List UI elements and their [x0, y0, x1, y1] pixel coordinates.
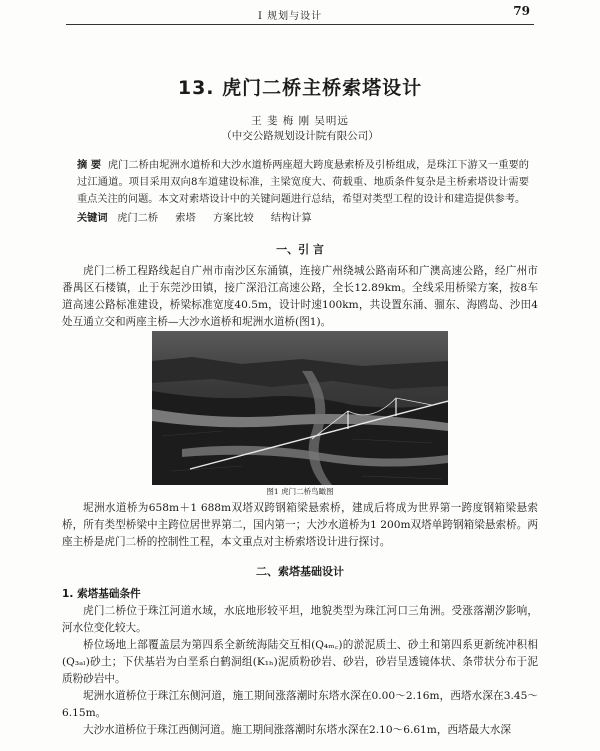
article-affiliation: （中交公路规划设计院有限公司） [221, 130, 379, 142]
abstract-label: 摘 要 [77, 160, 102, 171]
running-header-section: Ⅰ 规划与设计 [258, 11, 323, 22]
abstract [77, 157, 529, 208]
section-heading-foundation: 二、索塔基础设计 [256, 565, 344, 578]
keywords [77, 209, 529, 224]
article-authors: 王 斐 梅 刚 吴明远 [251, 115, 349, 127]
paragraph: 虎门二桥工程路线起自广州市南沙区东涌镇，连接广州绕城公路南环和广澳高速公路，经广州市番禺区石楼镇，止于东莞沙田镇，接广深沿江高速公路，全长12.89km。全线采用桥梁方案，按8车道高速公路标准建设，桥梁标准宽度40.5m，设计时速100km，共设置东涌、骝东、海鸥岛、沙田4处互通立交和两座主桥—大沙水道桥和坭洲水道桥(图1)。 [62, 265, 538, 328]
aerial-photo-graphic [152, 331, 448, 485]
paragraph: 坭洲水道桥位于珠江东侧河道，施工期间涨落潮时东塔水深在0.00～2.16m，西塔水深在3.45～6.15m。 [62, 690, 538, 719]
subsection-heading: 1. 索塔基础条件 [62, 588, 141, 600]
paragraph: 大沙水道桥位于珠江西侧河道。施工期间涨落潮时东塔水深在2.10～6.61m，西塔最大水深 [83, 724, 511, 736]
section-heading-intro: 一、引 言 [276, 243, 324, 256]
header-rule [66, 24, 534, 25]
paragraph: 坭洲水道桥为658m＋1 688m双塔双跨钢箱梁悬索桥，建成后将成为世界第一跨度钢箱梁悬索桥，所有类型桥梁中主跨位居世界第二，国内第一；大沙水道桥为1 200m双塔单跨钢箱梁悬索桥。两座主桥是虎门二桥的控制性工程，本文重点对主桥索塔设计进行探讨。 [62, 502, 538, 548]
figure-caption: 图1 虎门二桥鸟瞰图 [266, 487, 334, 496]
page-number: 79 [513, 4, 530, 18]
keyword: 索塔 [175, 213, 196, 224]
article-title: 13. 虎门二桥主桥索塔设计 [177, 77, 423, 99]
keyword: 方案比较 [212, 213, 254, 224]
keyword: 虎门二桥 [117, 213, 159, 224]
paragraph: 虎门二桥位于珠江河道水域，水底地形较平坦，地貌类型为珠江河口三角洲。受涨落潮汐影响，河水位变化较大。 [62, 605, 538, 634]
abstract-text: 虎门二桥由坭洲水道桥和大沙水道桥两座超大跨度悬索桥及引桥组成，是珠江下游又一重要的过江通道。项目采用双向8车道建设标准，主梁宽度大、荷载重、地质条件复杂是主桥索塔设计需要重点关注的问题。本文对索塔设计中的关键问题进行总结，希望对类型工程的设计和建造提供参考。 [77, 160, 529, 205]
figure-aerial-photo [152, 331, 448, 485]
keywords-label: 关键词 [77, 213, 108, 224]
paragraph: 桥位场地上部覆盖层为第四系全新统海陆交互相(Q₄ₘ꜀)的淤泥质土、砂土和第四系更新统冲积相(Q₃ₐₗ)砂土；下伏基岩为白垩系白鹤洞组(K₁ₕ)泥质粉砂岩、砂岩，砂岩呈透镜体状、条带状分布于泥质粉砂岩中。 [62, 639, 538, 685]
keyword: 结构计算 [270, 213, 312, 224]
